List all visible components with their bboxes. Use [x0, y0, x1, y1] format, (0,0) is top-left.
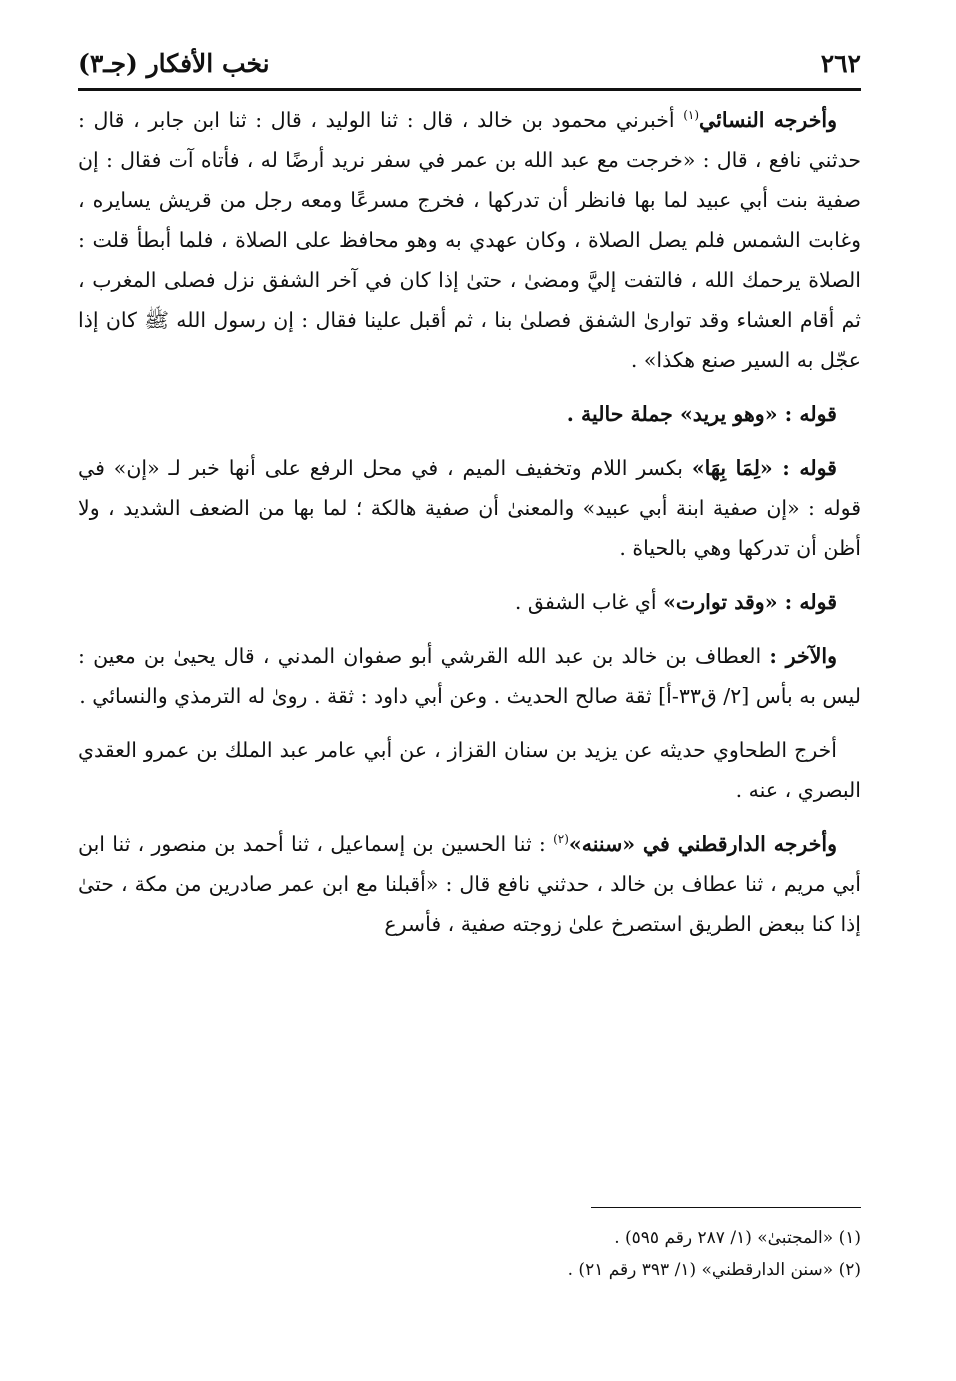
paragraph-text: بكسر اللام وتخفيف الميم ، في محل الرفع على أنها خبر لـ «إن» في قوله : «إن صفية ابنة أبي عبيد» والمعنىٰ أن صفية هالكة ؛ لما بها من الضعف الشديد ، ولا أظن أن تدركها وهي بالحياة .: [78, 456, 861, 560]
footnotes: [78, 1222, 861, 1286]
running-title: نخب الأفكار (جـ٣): [78, 49, 270, 78]
footnote-2: (٢) «سنن الدارقطني» (١/ ٣٩٣ رقم ٢١) .: [567, 1260, 861, 1280]
paragraph-akhar: [78, 636, 861, 716]
paragraph-daraqutni: [78, 824, 861, 944]
paragraph-qawluh-2: [78, 448, 861, 568]
paragraph-text: أي غاب الشفق .: [514, 590, 664, 614]
paragraph-lead: وأخرجه النسائي: [699, 108, 837, 132]
paragraph-lead: قوله : «لِمَا بِهَا»: [691, 456, 837, 480]
paragraph-lead: وأخرجه الدارقطني في «سننه»: [568, 832, 837, 856]
paragraph-text: أخبرني محمود بن خالد ، قال : ثنا الوليد ، قال : ثنا ابن جابر ، قال : حدثني نافع ، قال : «خرجت مع عبد الله بن عمر في سفر نريد أرضًا له ، فأتاه آت فقال : إن صفية بنت أبي عبيد لما بها فانظر أن تدركها ، فخرج مسرعًا ومعه رجل من قريش يسايره ، وغابت الشمس فلم يصل الصلاة ، وكان عهدي به وهو محافظ على الصلاة ، فلما أبطأ قلت : الصلاة يرحمك الله ، فالتفت إليَّ ومضىٰ ، حتىٰ إذا كان في آخر الشفق نزل فصلى المغرب ، ثم أقام العشاء وقد توارىٰ الشفق فصلىٰ بنا ، ثم أقبل علينا فقال : إن رسول الله ﷺ كان إذا عجّل به السير صنع هكذا» .: [78, 108, 861, 372]
footnote-rule: [591, 1207, 861, 1208]
main-text: [78, 100, 861, 944]
paragraph-tahawi: [78, 730, 861, 810]
page-number: ٢٦٢: [820, 49, 861, 78]
footnote-ref-2: (٢): [553, 832, 569, 847]
footnote-ref-1: (١): [683, 108, 700, 123]
paragraph-lead: والآخر :: [769, 644, 837, 668]
paragraph-lead: قوله : «وقد توارت»: [663, 590, 837, 614]
paragraph-text: العطاف بن خالد بن عبد الله القرشي أبو صفوان المدني ، قال يحيىٰ بن معين : ليس به بأس [٢/ ق٣٣-أ] ثقة صالح الحديث . وعن أبي داود : ثقة . روىٰ له الترمذي والنسائي .: [78, 644, 861, 708]
paragraph-text: أخرج الطحاوي حديثه عن يزيد بن سنان القزاز ، عن أبي عامر عبد الملك بن عمرو العقدي البصري ، عنه .: [78, 738, 861, 802]
header-rule: [78, 88, 861, 91]
paragraph-nasai: [78, 100, 861, 380]
paragraph-qawluh-3: [78, 582, 861, 622]
paragraph-qawluh-1: [78, 394, 861, 434]
paragraph-text: : ثنا الحسين بن إسماعيل ، ثنا أحمد بن منصور ، ثنا ابن أبي مريم ، ثنا عطاف بن خالد ، حدثني نافع قال : «أقبلنا مع ابن عمر صادرين من مكة ، حتىٰ إذا كنا ببعض الطريق استصرخ علىٰ زوجته صفية ، فأسرع: [78, 832, 861, 936]
page-header: [78, 38, 861, 78]
paragraph-lead: قوله : «وهو يريد» جملة حالية .: [566, 402, 837, 426]
footnote-1: (١) «المجتبىٰ» (١/ ٢٨٧ رقم ٥٩٥) .: [614, 1228, 861, 1248]
